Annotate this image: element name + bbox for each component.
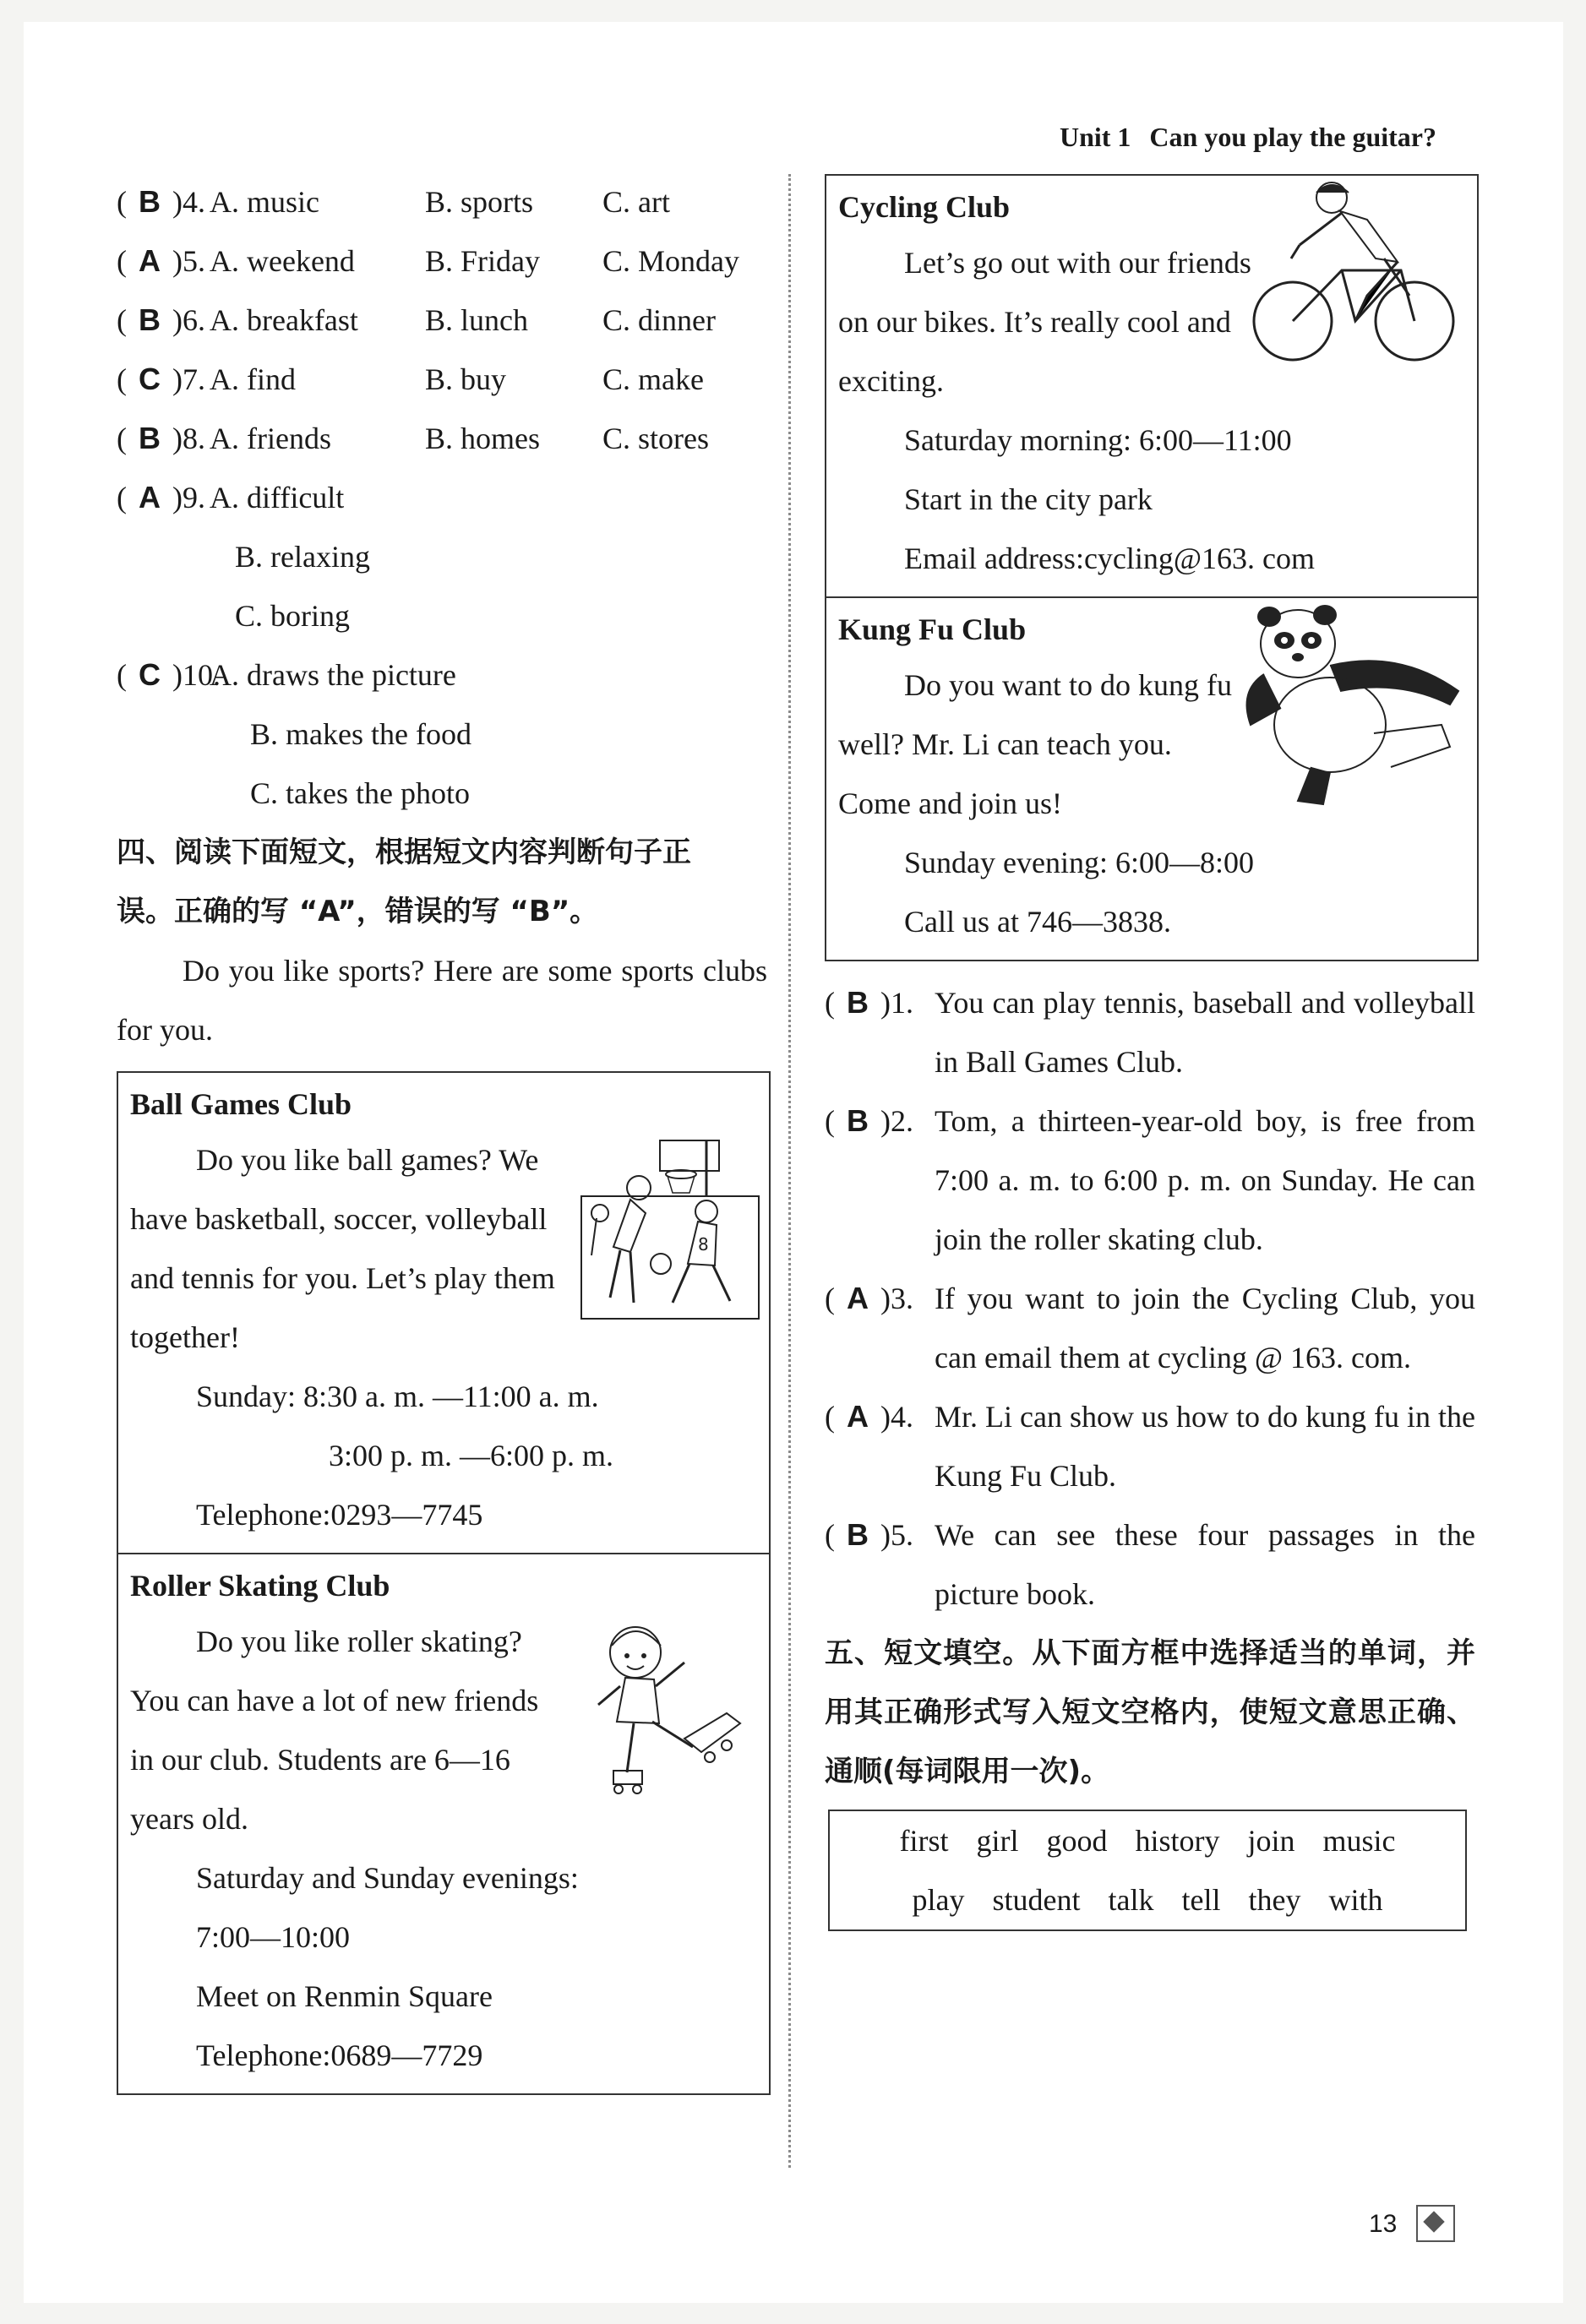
word: join bbox=[1247, 1824, 1295, 1858]
svg-text:8: 8 bbox=[698, 1234, 709, 1255]
club-time-2: 3:00 p. m. —6:00 p. m. bbox=[329, 1439, 614, 1472]
word: student bbox=[992, 1883, 1081, 1917]
club-description: Do you like roller skating? You can have a lot of new friends in our club. Students are 6—16 years old. bbox=[130, 1625, 539, 1836]
q10-option-b: B. makes the food bbox=[250, 717, 471, 751]
q9-option-c: C. boring bbox=[235, 599, 351, 633]
club-email: Email address:cycling@163. com bbox=[904, 542, 1316, 575]
word: with bbox=[1328, 1883, 1383, 1917]
club-place: Start in the city park bbox=[904, 482, 1153, 516]
club-time-1: Sunday: 8:30 a. m. —11:00 a. m. bbox=[196, 1380, 599, 1413]
section5-heading: 五、短文填空。从下面方框中选择适当的单词，并用其正确形式写入短文空格内，使短文意思正确、通顺(每词限用一次)。 bbox=[825, 1636, 1475, 1788]
cycling-club bbox=[826, 176, 1477, 596]
club-description: Do you want to do kung fu well? Mr. Li can teach you. Come and join us! bbox=[838, 668, 1232, 820]
unit-label: Unit 1 bbox=[1059, 122, 1131, 152]
right-column bbox=[825, 174, 1475, 1931]
club-phone: Telephone:0293—7745 bbox=[196, 1498, 483, 1532]
q10-option-c: C. takes the photo bbox=[250, 776, 470, 810]
club-title: Roller Skating Club bbox=[130, 1569, 390, 1603]
word-bank-row-2 bbox=[835, 1870, 1460, 1929]
mc-question-7: ( C )7. A. find B. buy C. make bbox=[117, 362, 704, 396]
mc-question-10: ( C )10.A. draws the picture bbox=[117, 657, 456, 692]
section4-heading-1: 四、阅读下面短文，根据短文内容判断句子正 bbox=[117, 835, 691, 869]
club-time: Sunday evening: 6:00—8:00 bbox=[904, 846, 1254, 879]
club-place: Meet on Renmin Square bbox=[196, 1979, 493, 2013]
word: they bbox=[1248, 1883, 1301, 1917]
word: talk bbox=[1108, 1883, 1154, 1917]
unit-title: Can you play the guitar? bbox=[1149, 122, 1436, 152]
cyclist-illustration bbox=[1249, 177, 1460, 372]
left-clubs-box bbox=[117, 1071, 771, 2095]
tf-question-3: ( A )3. If you want to join the Cycling Club, you can email them at cycling @ 163. com. bbox=[825, 1281, 1475, 1374]
word: history bbox=[1135, 1824, 1220, 1858]
club-description: Let’s go out with our friends on our bikes. It’s really cool and exciting. bbox=[838, 246, 1251, 398]
page-number: 13 bbox=[1369, 2210, 1398, 2238]
page bbox=[24, 22, 1563, 2303]
column-divider bbox=[788, 174, 791, 2168]
club-time-1: Saturday and Sunday evenings: bbox=[196, 1861, 579, 1895]
ball-games-club bbox=[118, 1073, 769, 1553]
word: good bbox=[1046, 1824, 1108, 1858]
page-header bbox=[1060, 122, 1436, 153]
club-phone: Telephone:0689—7729 bbox=[196, 2038, 483, 2072]
club-title: Kung Fu Club bbox=[838, 612, 1027, 646]
mc-question-6: ( B )6. A. breakfast B. lunch C. dinner bbox=[117, 302, 716, 337]
true-false-questions bbox=[825, 973, 1475, 1624]
tf-question-1: ( B )1. You can play tennis, baseball and volleyball in Ball Games Club. bbox=[825, 985, 1475, 1079]
word: girl bbox=[976, 1824, 1019, 1858]
tf-question-4: ( A )4. Mr. Li can show us how to do kung fu in the Kung Fu Club. bbox=[825, 1399, 1475, 1493]
basketball-players-illustration bbox=[580, 1137, 762, 1323]
mc-question-5: ( A )5. A. weekend B. Friday C. Monday bbox=[117, 243, 739, 278]
word: music bbox=[1322, 1824, 1396, 1858]
mc-question-9: ( A )9. A. difficult bbox=[117, 480, 345, 514]
club-time: Saturday morning: 6:00—11:00 bbox=[904, 423, 1292, 457]
word: play bbox=[912, 1883, 965, 1917]
section4-heading-2: 误。正确的写 “A”，错误的写 “B”。 bbox=[117, 895, 599, 928]
roller-skater-illustration bbox=[583, 1612, 752, 1798]
word-bank-row-1 bbox=[835, 1811, 1460, 1870]
club-title: Cycling Club bbox=[838, 190, 1011, 224]
tf-question-5: ( B )5. We can see these four passages in the picture book. bbox=[825, 1517, 1475, 1611]
club-time-2: 7:00—10:00 bbox=[196, 1920, 351, 1954]
kung-fu-club bbox=[826, 596, 1477, 960]
mc-question-8: ( B )8. A. friends B. homes C. stores bbox=[117, 421, 709, 455]
mc-question-4: ( B )4. A. music B. sports C. art bbox=[117, 184, 670, 219]
roller-skating-club bbox=[118, 1553, 769, 2093]
right-clubs-box bbox=[825, 174, 1479, 961]
word: tell bbox=[1181, 1883, 1221, 1917]
diamond-icon bbox=[1416, 2205, 1455, 2242]
word: first bbox=[899, 1824, 949, 1858]
club-phone: Call us at 746—3838. bbox=[904, 905, 1171, 939]
club-title: Ball Games Club bbox=[130, 1087, 352, 1121]
section4-intro: Do you like sports? Here are some sports clubs for you. bbox=[117, 954, 767, 1047]
kung-fu-panda-illustration bbox=[1230, 598, 1467, 809]
q9-option-b: B. relaxing bbox=[235, 540, 370, 574]
tf-question-2: ( B )2. Tom, a thirteen-year-old boy, is free from 7:00 a. m. to 6:00 p. m. on Sunday. He can join the roller skating club. bbox=[825, 1103, 1475, 1256]
club-description: Do you like ball games? We have basketball, soccer, volleyball and tennis for you. Let’s play them together! bbox=[130, 1143, 555, 1354]
left-column bbox=[117, 172, 767, 2095]
word-bank bbox=[828, 1810, 1467, 1931]
